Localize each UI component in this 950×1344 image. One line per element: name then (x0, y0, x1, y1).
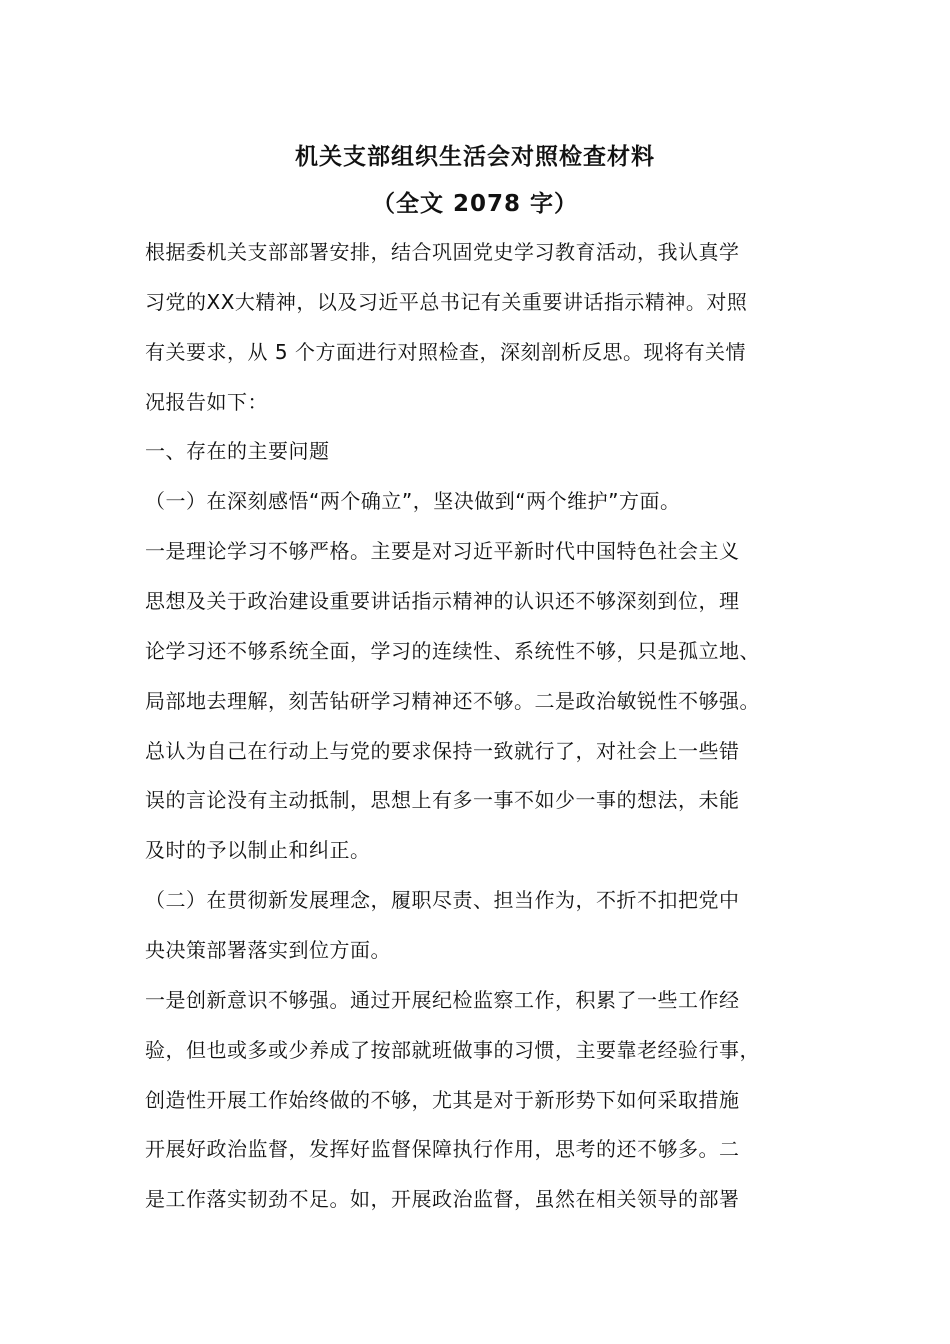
document-subtitle: （全文 2078 字） (371, 191, 579, 217)
subsection-heading: 央决策部署落实到位方面。 (145, 938, 391, 962)
body-line: 习党的XX大精神，以及习近平总书记有关重要讲话指示精神。对照 (145, 290, 748, 314)
body-line: 思想及关于政治建设重要讲话指示精神的认识还不够深刻到位，理 (145, 589, 740, 613)
body-line: 误的言论没有主动抵制，思想上有多一事不如少一事的想法，未能 (145, 788, 740, 812)
body-line: 一是理论学习不够严格。主要是对习近平新时代中国特色社会主义 (145, 539, 740, 563)
body-line: 局部地去理解，刻苦钻研学习精神还不够。二是政治敏锐性不够强。 (145, 689, 760, 713)
body-line: 一是创新意识不够强。通过开展纪检监察工作，积累了一些工作经 (145, 988, 740, 1012)
body-line: 况报告如下： (145, 390, 268, 414)
subsection-heading: （一）在深刻感悟“两个确立”，坚决做到“两个维护”方面。 (145, 489, 681, 513)
section-heading: 一、存在的主要问题 (145, 439, 330, 463)
body-line: 总认为自己在行动上与党的要求保持一致就行了，对社会上一些错 (145, 739, 740, 763)
subsection-heading: （二）在贯彻新发展理念，履职尽责、担当作为，不折不扣把党中 (145, 888, 740, 912)
body-line: 论学习还不够系统全面，学习的连续性、系统性不够，只是孤立地、 (145, 639, 760, 663)
body-line: 根据委机关支部部署安排，结合巩固党史学习教育活动，我认真学 (145, 240, 740, 264)
document-title: 机关支部组织生活会对照检查材料 (295, 144, 655, 170)
body-line: 及时的予以制止和纠正。 (145, 838, 371, 862)
body-line: 验，但也或多或少养成了按部就班做事的习惯，主要靠老经验行事， (145, 1038, 760, 1062)
body-line: 开展好政治监督，发挥好监督保障执行作用，思考的还不够多。二 (145, 1137, 740, 1161)
body-line: 有关要求，从 5 个方面进行对照检查，深刻剖析反思。现将有关情 (145, 340, 746, 364)
body-line: 创造性开展工作始终做的不够，尤其是对于新形势下如何采取措施 (145, 1088, 740, 1112)
body-line: 是工作落实韧劲不足。如，开展政治监督，虽然在相关领导的部署 (145, 1187, 740, 1211)
